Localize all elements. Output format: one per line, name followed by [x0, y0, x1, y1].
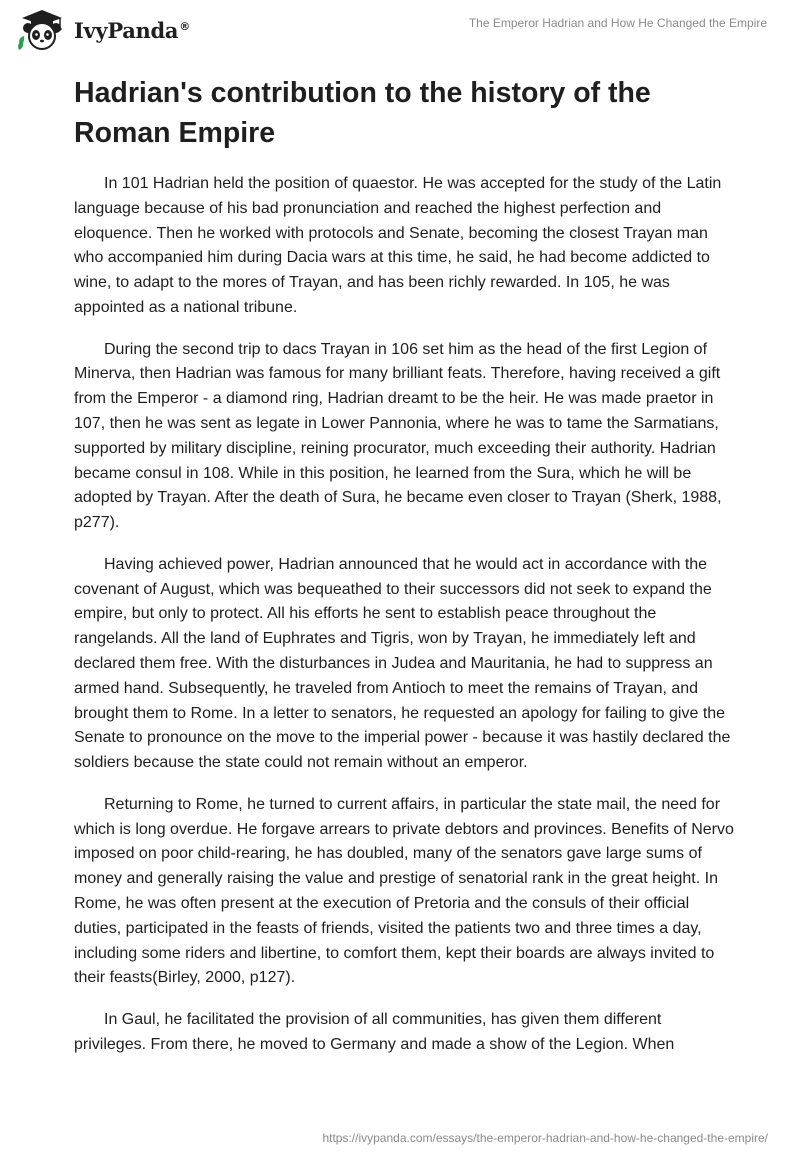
paragraph: Having achieved power, Hadrian announced that he would act in accordance with the covenant of August, which was bequeathed to their successors did not seek to expand the empire, but only to protect. All his efforts he sent to establish peace throughout the rangelands. All the land of Euphrates and Tigris, won by Trayan, he immediately left and declared them free. With the disturbances in Judea and Mauritania, he had to suppress an armed hand. Subsequently, he traveled from Antioch to meet the remains of Trayan, and brought them to Rome. In a letter to senators, he requested an apology for failing to give the Senate to pronounce on the move to the imperial power - because it was hastily declared the soldiers because the state could not remain without an emperor.	[74, 555, 731, 772]
panda-graduate-icon	[16, 8, 68, 52]
paragraph: In Gaul, he facilitated the provision of all communities, has given them different privileges. From there, he moved to Germany and made a show of the Legion. When	[74, 1010, 675, 1053]
page-title: Hadrian's contribution to the history of the Roman Empire	[74, 77, 651, 149]
registered-mark: ®	[179, 19, 190, 33]
brand-name: IvyPanda	[74, 17, 179, 43]
ivypanda-logo[interactable]	[16, 8, 190, 52]
footer-url-link[interactable]: https://ivypanda.com/essays/the-emperor-hadrian-and-how-he-changed-the-empire/	[322, 1131, 768, 1145]
page-header	[0, 0, 800, 60]
paragraph: In 101 Hadrian held the position of quaestor. He was accepted for the study of the Latin language because of his bad pronunciation and reached the highest perfection and eloquence. Then he worked with protocols and Senate, becoming the closest Trayan man who accompanied him during Dacia wars at this time, he said, he had become addicted to wine, to adapt to the mores of Trayan, and has been richly rewarded. In 105, he was appointed as a national tribune.	[74, 175, 722, 316]
paragraph: Returning to Rome, he turned to current affairs, in particular the state mail, the need for which is long overdue. He forgave arrears to private debtors and provinces. Benefits of Nervo imposed on poor child-rearing, he has doubled, many of the senators gave large sums of money and generally raising the value and prestige of senatorial rank in the great height. In Rome, he was often present at the execution of Pretoria and the consuls of their official duties, participated in the feasts of friends, visited the patients two and three times a day, including some riders and libertine, to comfort them, kept their boards are always invited to their feasts(Birley, 2000, p127).	[74, 795, 734, 987]
article-body	[74, 172, 734, 1074]
paragraph: During the second trip to dacs Trayan in 106 set him as the head of the first Legion of Minerva, then Hadrian was famous for many brilliant feats. Therefore, having received a gift from the Emperor - a diamond ring, Hadrian dreamt to be the heir. He was made praetor in 107, then he was sent as legate in Lower Pannonia, where he was to tame the Sarmatians, supported by military discipline, reining procurator, much exceeding their authority. Hadrian became consul in 108. While in this position, he learned from the Sura, which he will be adopted by Trayan. After the death of Sura, he became even closer to Trayan (Sherk, 1988, p277).	[74, 340, 722, 532]
document-title: The Emperor Hadrian and How He Changed the Empire	[468, 16, 767, 30]
